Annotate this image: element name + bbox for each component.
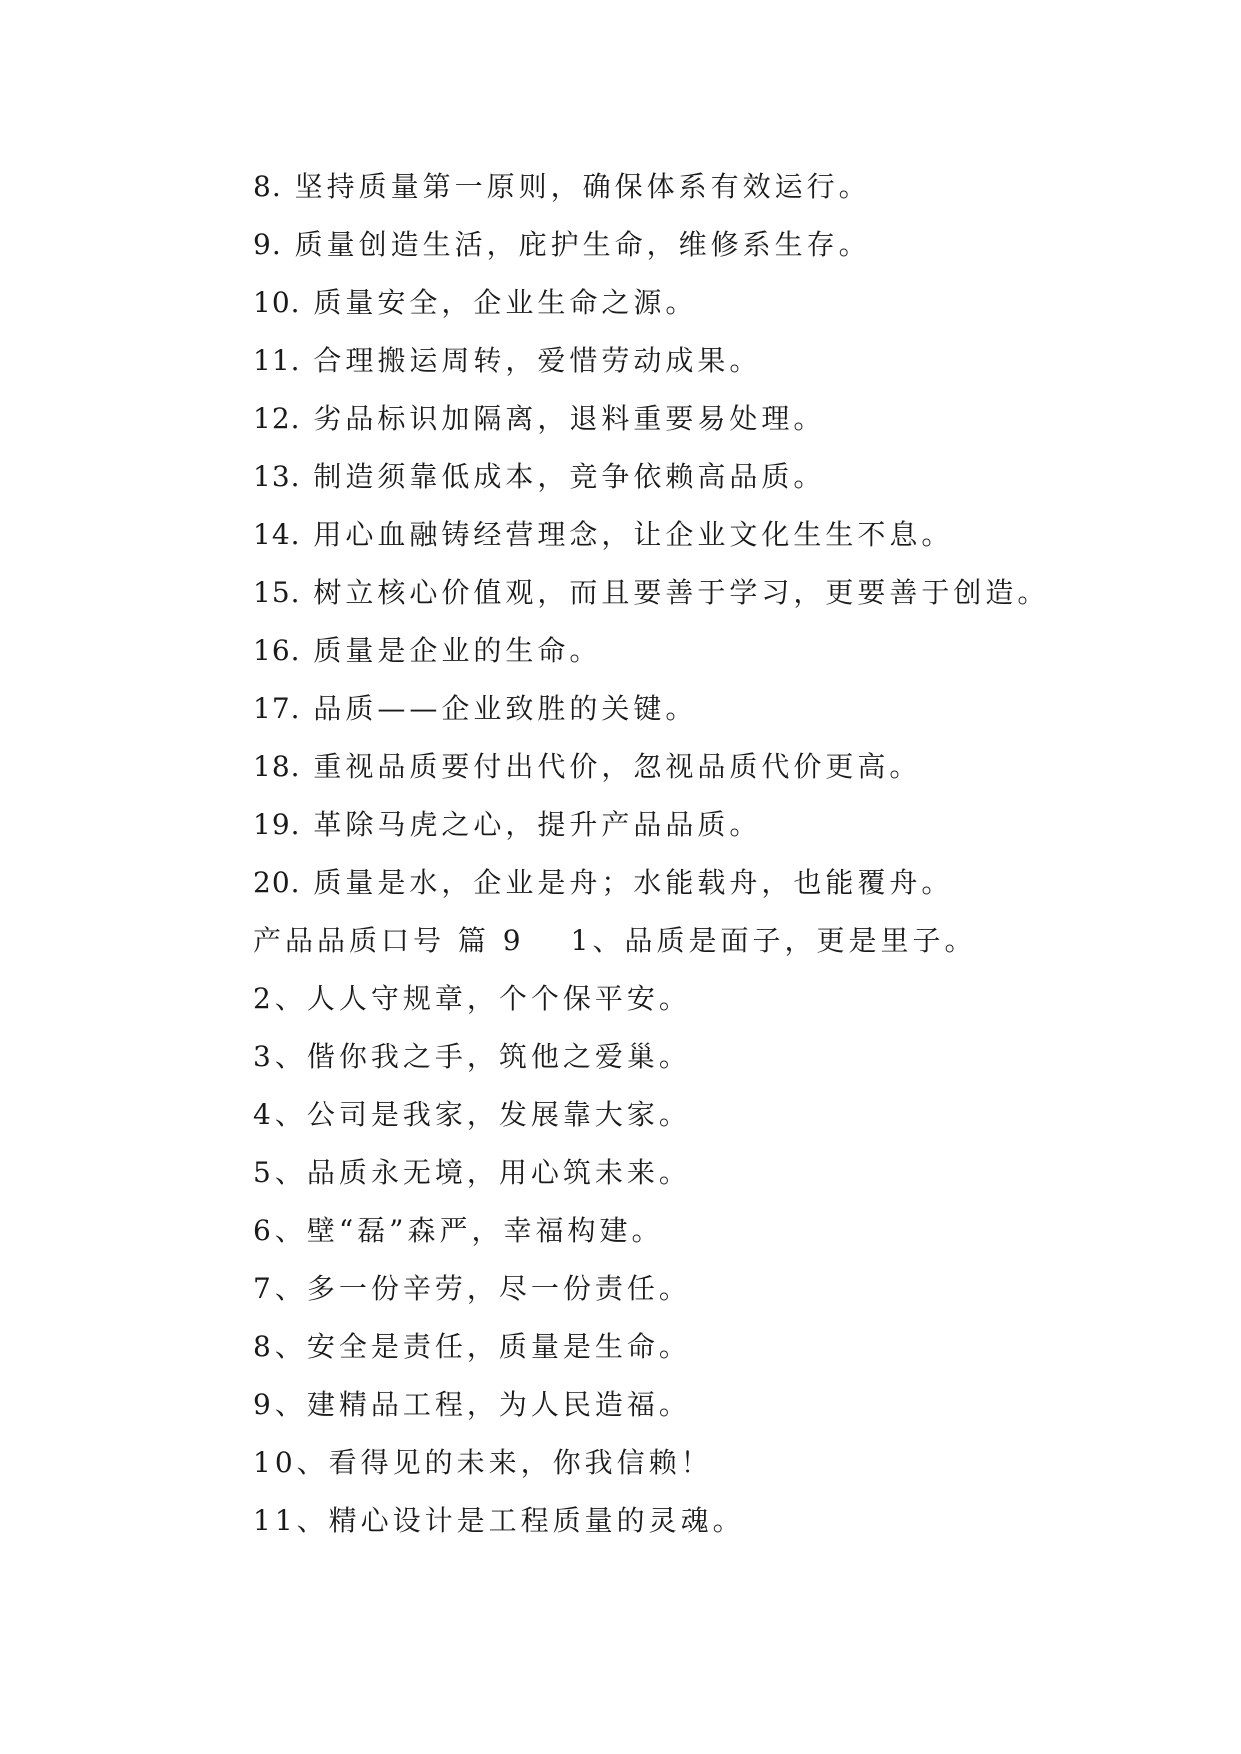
list-item: 16. 质量是企业的生命。 xyxy=(253,634,602,667)
list-item: 19. 革除马虎之心，提升产品品质。 xyxy=(253,808,762,841)
list-item: 17. 品质——企业致胜的关键。 xyxy=(253,692,698,725)
list-item: 8. 坚持质量第一原则，确保体系有效运行。 xyxy=(253,170,871,203)
list-item: 18. 重视品质要付出代价，忽视品质代价更高。 xyxy=(253,750,922,783)
list-item: 11. 合理搬运周转，爱惜劳动成果。 xyxy=(253,344,762,377)
list-item: 7、多一份辛劳，尽一份责任。 xyxy=(253,1272,691,1305)
list-item: 15. 树立核心价值观，而且要善于学习，更要善于创造。 xyxy=(253,576,1050,609)
list-item: 5、品质永无境，用心筑未来。 xyxy=(253,1156,691,1189)
list-item: 4、公司是我家，发展靠大家。 xyxy=(253,1098,691,1131)
list-item: 9、建精品工程，为人民造福。 xyxy=(253,1388,691,1421)
list-item: 20. 质量是水，企业是舟；水能载舟，也能覆舟。 xyxy=(253,866,954,899)
section-heading-line xyxy=(253,912,1153,970)
list-item: 11、精心设计是工程质量的灵魂。 xyxy=(253,1504,745,1537)
document-body xyxy=(253,158,1153,1550)
section-heading: 产品品质口号 篇 9 xyxy=(253,924,525,957)
list-item: 2、人人守规章，个个保平安。 xyxy=(253,982,691,1015)
list-item: 10. 质量安全，企业生命之源。 xyxy=(253,286,698,319)
list-item: 14. 用心血融铸经营理念，让企业文化生生不息。 xyxy=(253,518,954,551)
list-item: 13. 制造须靠低成本，竞争依赖高品质。 xyxy=(253,460,826,493)
list-item: 1、品质是面子，更是里子。 xyxy=(570,924,977,957)
list-item: 10、看得见的未来，你我信赖！ xyxy=(253,1446,713,1479)
list-item: 8、安全是责任，质量是生命。 xyxy=(253,1330,691,1363)
list-item: 9. 质量创造生活，庇护生命，维修系生存。 xyxy=(253,228,871,261)
list-item: 3、偕你我之手，筑他之爱巢。 xyxy=(253,1040,691,1073)
list-item: 6、壁“磊”森严，幸福构建。 xyxy=(253,1214,664,1247)
list-item: 12. 劣品标识加隔离，退料重要易处理。 xyxy=(253,402,826,435)
